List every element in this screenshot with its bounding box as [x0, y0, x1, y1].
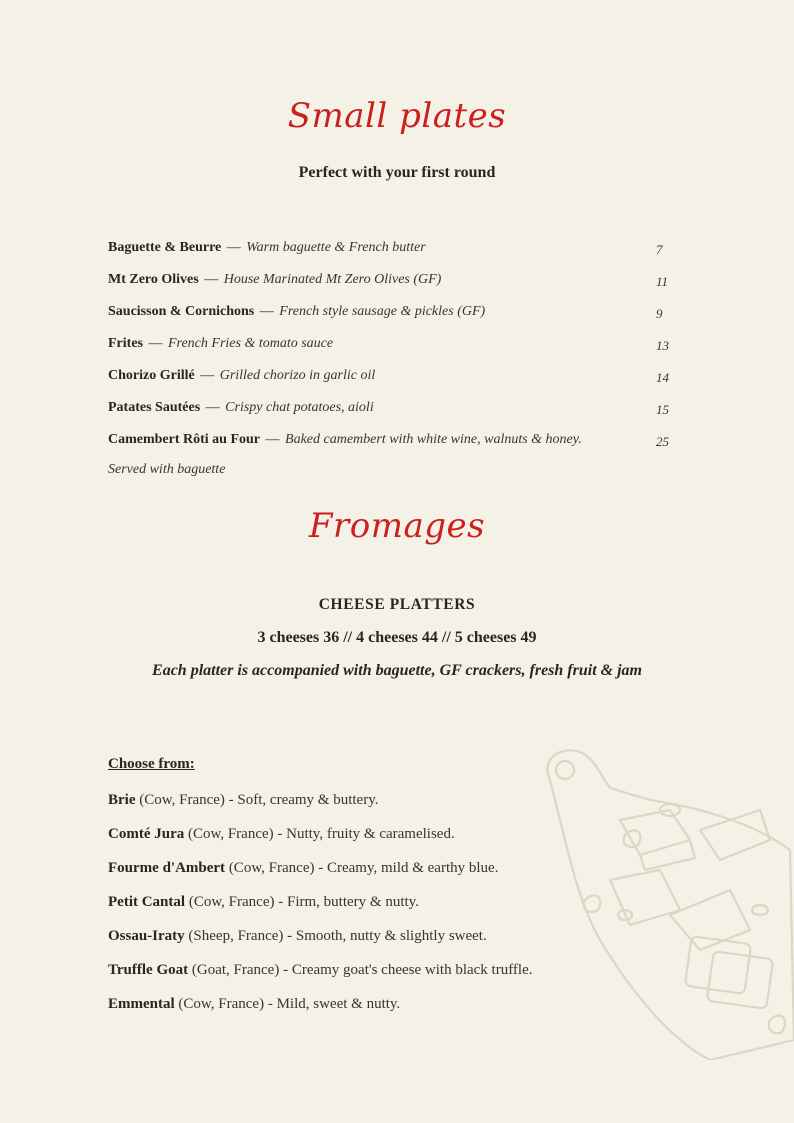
- small-plates-list: [108, 238, 668, 462]
- menu-item-separator: —: [226, 240, 241, 255]
- small-plates-subtitle: Perfect with your first round: [298, 164, 496, 181]
- menu-item-name: Mt Zero Olives: [108, 272, 199, 287]
- platters-heading: CHEESE PLATTERS: [318, 596, 476, 613]
- cheese-board-illustration: [520, 740, 794, 1060]
- cheese-detail: (Cow, France) - Soft, creamy & buttery.: [139, 792, 379, 808]
- menu-item-description: French style sausage & pickles (GF): [279, 304, 486, 319]
- menu-item-separator: —: [205, 400, 220, 415]
- menu-item-price: 13: [656, 338, 669, 353]
- platters-note: Each platter is accompanied with baguette, GF crackers, fresh fruit & jam: [152, 662, 642, 679]
- menu-item: [108, 302, 668, 334]
- menu-item-separator: —: [148, 336, 163, 351]
- cheese-detail: (Goat, France) - Creamy goat's cheese with black truffle.: [191, 962, 533, 978]
- cheese-detail: (Cow, France) - Mild, sweet & nutty.: [178, 996, 401, 1012]
- menu-item-description: Baked camembert with white wine, walnuts & honey.: [285, 432, 582, 447]
- menu-item: [108, 270, 668, 302]
- menu-item-price: 14: [656, 370, 669, 385]
- menu-item-price: 15: [656, 402, 669, 417]
- menu-item-separator: —: [200, 368, 215, 383]
- menu-item-description: Crispy chat potatoes, aioli: [225, 400, 374, 415]
- menu-item: [108, 430, 668, 462]
- cheese-name: Petit Cantal: [108, 894, 186, 910]
- cheese-detail: (Cow, France) - Nutty, fruity & caramelised.: [187, 826, 455, 842]
- cheese-name: Truffle Goat: [108, 962, 189, 978]
- menu-item-separator: —: [259, 304, 274, 319]
- menu-item-price: 11: [656, 274, 669, 289]
- menu-item-separator: —: [265, 432, 280, 447]
- menu-item-name: Saucisson & Cornichons: [108, 304, 255, 319]
- small-plates-title: Small plates: [287, 96, 507, 136]
- menu-item-description: House Marinated Mt Zero Olives (GF): [223, 272, 442, 287]
- menu-item-separator: —: [204, 272, 219, 287]
- menu-item-price: 9: [656, 306, 663, 321]
- cheese-name: Emmental: [108, 996, 175, 1012]
- menu-item-description: French Fries & tomato sauce: [167, 336, 334, 351]
- menu-item-price: 25: [656, 434, 669, 449]
- menu-item-name: Patates Sautées: [108, 400, 201, 415]
- cheese-detail: (Cow, France) - Firm, buttery & nutty.: [188, 894, 419, 910]
- menu-item-name: Baguette & Beurre: [108, 240, 222, 255]
- cheese-detail: (Sheep, France) - Smooth, nutty & slightly sweet.: [188, 928, 487, 944]
- menu-item: [108, 334, 668, 366]
- platters-prices: 3 cheeses 36 // 4 cheeses 44 // 5 cheeses 49: [257, 629, 537, 646]
- cheese-name: Brie: [108, 792, 136, 808]
- menu-item-description: Grilled chorizo in garlic oil: [219, 368, 376, 383]
- menu-item: [108, 366, 668, 398]
- menu-item-name: Chorizo Grillé: [108, 368, 195, 383]
- menu-item-name: Frites: [108, 336, 143, 351]
- cheese-detail: (Cow, France) - Creamy, mild & earthy blue.: [228, 860, 499, 876]
- menu-item-description: Warm baguette & French butter: [246, 240, 426, 255]
- cheese-name: Ossau-Iraty: [108, 928, 185, 944]
- cheese-name: Comté Jura: [108, 826, 185, 842]
- fromages-title: Fromages: [308, 506, 486, 546]
- menu-item: [108, 238, 668, 270]
- choose-from-label: Choose from:: [108, 756, 195, 772]
- menu-item-price: 7: [656, 242, 663, 257]
- cheese-name: Fourme d'Ambert: [108, 860, 226, 876]
- menu-item-name: Camembert Rôti au Four: [108, 432, 261, 447]
- served-note: Served with baguette: [108, 462, 226, 477]
- menu-item: [108, 398, 668, 430]
